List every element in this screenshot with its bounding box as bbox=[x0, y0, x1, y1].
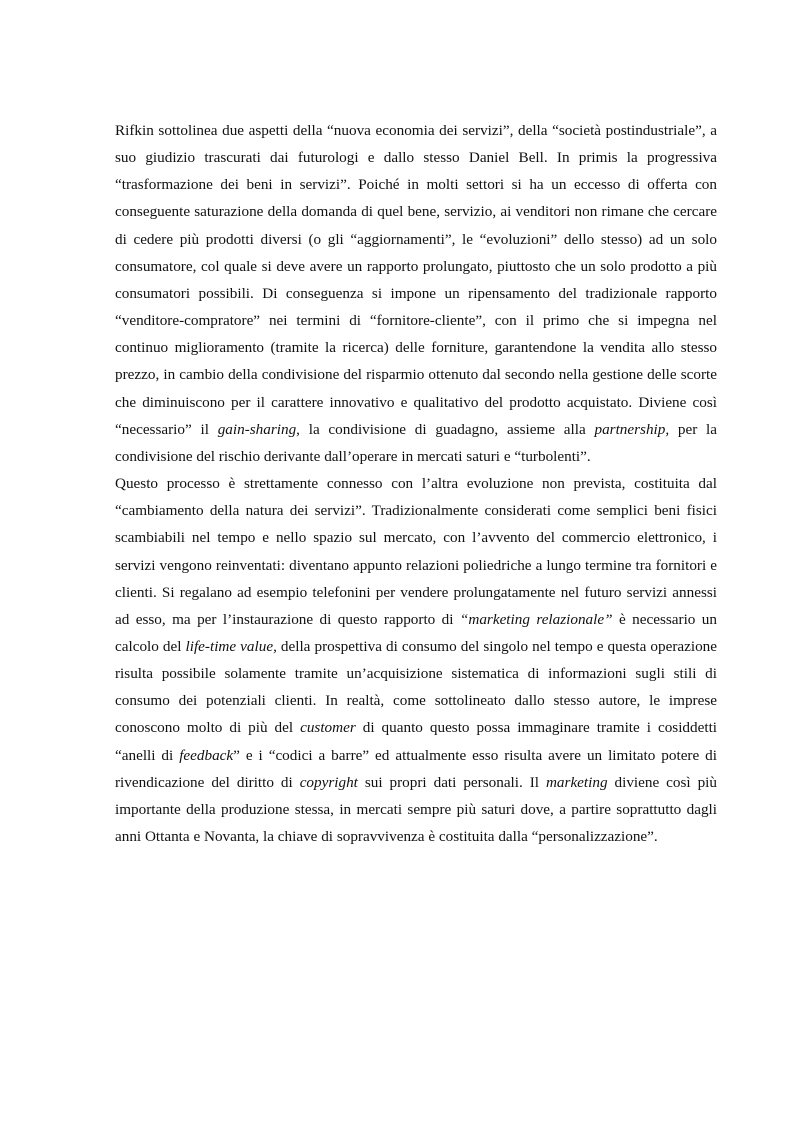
paragraph-rifkin bbox=[115, 117, 717, 470]
text-segment: per la condivisione del rischio derivante dall’operare in mercati saturi e “turbolenti”. bbox=[115, 420, 718, 465]
emphasis-marketing-relazionale: “marketing relazionale” bbox=[459, 610, 613, 628]
emphasis-gain-sharing: gain-sharing bbox=[217, 420, 297, 438]
text-segment: , della prospettiva di consumo del singolo nel tempo e questa operazione risulta possibile solamente tramite un’acquisizione sistematica di informazioni sugli stili di consumo dei potenziali clienti. In realtà, come sottolineato dallo stesso autore, le imprese conoscono molto di più del bbox=[115, 637, 718, 737]
emphasis-copyright: copyright bbox=[299, 773, 358, 791]
emphasis-customer: customer bbox=[300, 719, 356, 737]
text-segment: è necessario un calcolo del bbox=[115, 610, 717, 655]
emphasis-partnership: partnership, bbox=[594, 420, 670, 438]
text-segment: , la condivisione di guadagno, assieme alla bbox=[296, 420, 595, 438]
body-text bbox=[115, 117, 717, 850]
emphasis-feedback: feedback bbox=[179, 746, 234, 764]
text-segment: Rifkin sottolinea due aspetti della “nuova economia dei servizi”, della “società postindustriale”, a suo giudizio trascurati dai futurologi e dallo stesso Daniel Bell. In primis la progressiva “trasformazione dei beni in servizi”. Poiché in molti settori si ha un eccesso di offerta con conseguente saturazione della domanda di quel bene, servizio, ai venditori non rimane che cercare di cedere più prodotti diversi (o gli “aggiornamenti”, le “evoluzioni” dello stesso) ad un solo consumatore, col quale si deve avere un rapporto prolungato, piuttosto che un solo prodotto a più consumatori possibili. Di conseguenza si impone un ripensamento del tradizionale rapporto “venditore-compratore” nei termini di “fornitore-cliente”, con il primo che si impegna nel continuo miglioramento (tramite la ricerca) delle forniture, garantendone la vendita allo stesso prezzo, in cambio della condivisione del risparmio ottenuto dal secondo nella gestione delle scorte che diminuiscono per il carattere innovativo e qualitativo del prodotto acquistato. Diviene così “necessario” il bbox=[115, 122, 717, 438]
emphasis-marketing: marketing bbox=[545, 773, 608, 791]
paragraph-processo bbox=[115, 470, 717, 850]
text-segment: ” e i “codici a barre” ed attualmente esso risulta avere un limitato potere di rivendicazione del diritto di bbox=[115, 746, 717, 791]
text-segment: Questo processo è strettamente connesso con l’altra evoluzione non prevista, costituita dal “cambiamento della natura dei servizi”. Tradizionalmente considerati come semplici beni fisici scambiabili nel tempo e nello spazio sul mercato, con l’avvento del commercio elettronico, i servizi vengono reinventati: diventano appunto relazioni poliedriche a lungo termine tra fornitori e clienti. Si regalano ad esempio telefonini per vendere prolungatamente nel futuro servizi annessi ad esso, ma per l’instaurazione di questo rapporto di bbox=[115, 475, 717, 628]
text-segment: di quanto questo possa immaginare tramite i cosiddetti “anelli di bbox=[115, 719, 718, 764]
text-segment: diviene così più importante della produzione stessa, in mercati sempre più saturi dove, a partire soprattutto dagli anni Ottanta e Novanta, la chiave di sopravvivenza è costituita dalla “personalizzazione”. bbox=[115, 773, 717, 846]
text-segment: sui propri dati personali. Il bbox=[357, 773, 546, 791]
emphasis-life-time-value: life-time value bbox=[185, 637, 274, 655]
